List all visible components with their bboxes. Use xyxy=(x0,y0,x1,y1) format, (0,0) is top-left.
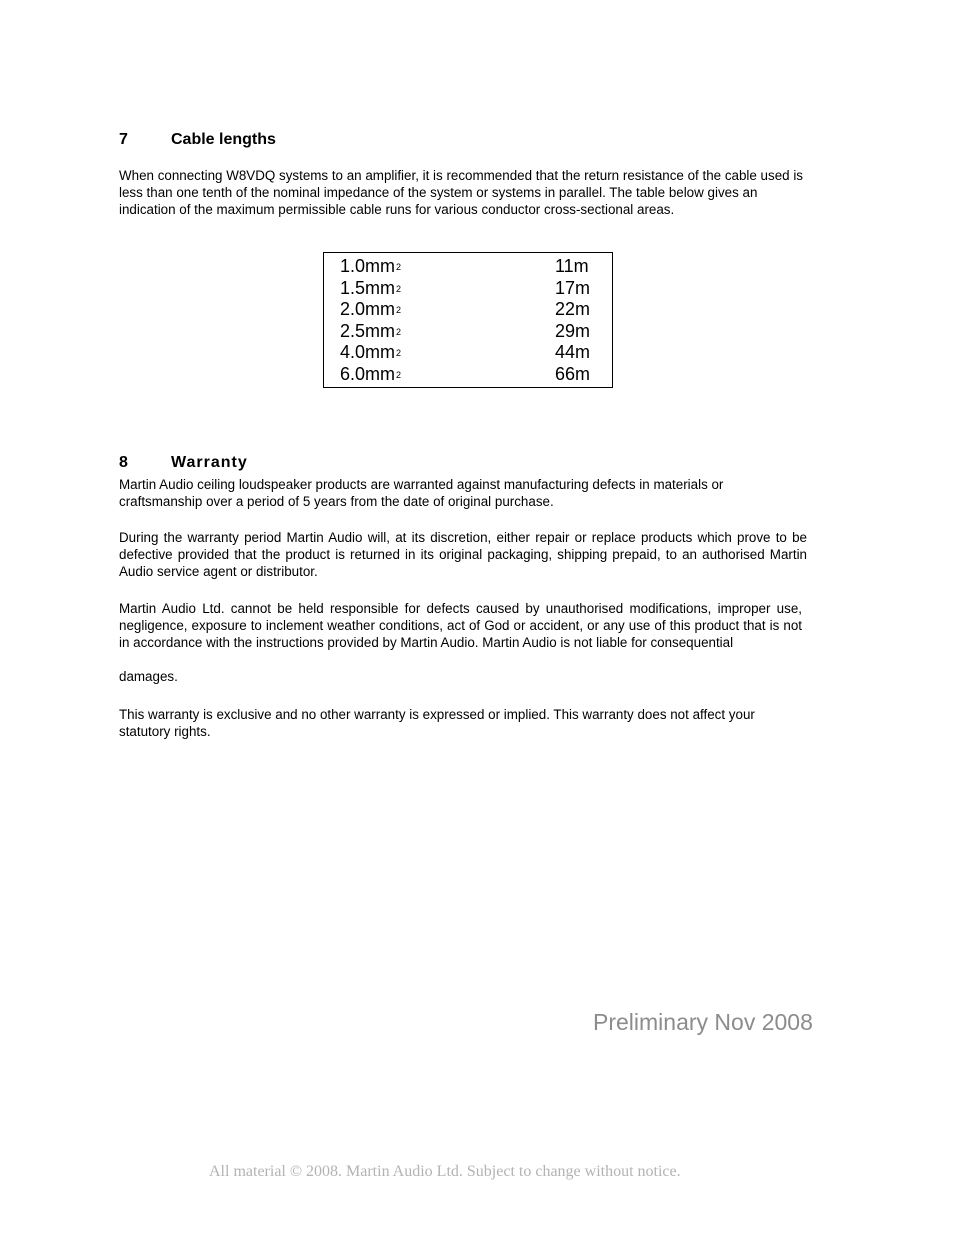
conductor-area: $1.5mm^2$ xyxy=(340,277,402,298)
max-cable-length: 29m xyxy=(555,320,591,341)
conductor-area: $2.5mm^2$ xyxy=(340,320,402,341)
section-7-number: 7 xyxy=(119,131,128,148)
warranty-paragraph-liability-end: damages. xyxy=(119,669,178,684)
section-7-paragraph: When connecting W8VDQ systems to an amplifier, it is recommended that the return resistance of the cable used is less than one tenth of the nominal impedance of the system or systems in parallel. The table below gives an indication of the maximum permissible cable runs for various conductor cross-sectional areas. xyxy=(119,168,803,217)
max-cable-length: 66m xyxy=(555,364,591,384)
conductor-area: $2.0mm^2$ xyxy=(340,299,402,320)
section-7-title: Cable lengths xyxy=(171,131,276,148)
conductor-area: $4.0mm^2$ xyxy=(340,342,402,363)
conductor-area: $6.0mm^2$ xyxy=(340,364,402,384)
warranty-paragraph-coverage: Martin Audio ceiling loudspeaker products are warranted against manufacturing defects in materials or craftsmanship over a period of 5 years from the date of original purchase. xyxy=(119,477,724,509)
preliminary-date-note: Preliminary Nov 2008 xyxy=(593,1009,813,1035)
table-row xyxy=(324,278,612,300)
max-cable-length: 44m xyxy=(555,342,591,363)
warranty-paragraph-exclusive: This warranty is exclusive and no other warranty is expressed or implied. This warranty does not affect your statutory rights. xyxy=(119,707,755,739)
max-cable-length: 11m xyxy=(555,256,589,276)
table-row xyxy=(324,321,612,343)
max-cable-length: 22m xyxy=(555,299,591,320)
section-8-title: Warranty xyxy=(171,454,248,471)
max-cable-length: 17m xyxy=(555,277,591,298)
cable-length-table xyxy=(323,252,613,388)
section-7-heading xyxy=(119,130,419,150)
conductor-area: $1.0mm^2$ xyxy=(340,256,402,276)
warranty-paragraph-repair: During the warranty period Martin Audio will, at its discretion, either repair or replace products which prove to be defective provided that the product is returned in its original packaging, shipping prepaid, to an authorised Martin Audio service agent or distributor. xyxy=(119,530,807,579)
warranty-paragraph-liability: Martin Audio Ltd. cannot be held responsible for defects caused by unauthorised modifications, improper use, negligence, exposure to inclement weather conditions, act of God or accident, or any use of this product that is not in accordance with the instructions provided by Martin Audio. Martin Audio is not liable for consequential xyxy=(119,601,802,650)
table-row xyxy=(324,342,612,364)
copyright-footer: All material © 2008. Martin Audio Ltd. Subject to change without notice. xyxy=(209,1163,681,1180)
section-8-number: 8 xyxy=(119,454,128,471)
table-row xyxy=(324,256,612,278)
table-row xyxy=(324,299,612,321)
section-8-heading xyxy=(119,453,419,473)
table-row xyxy=(324,364,612,386)
